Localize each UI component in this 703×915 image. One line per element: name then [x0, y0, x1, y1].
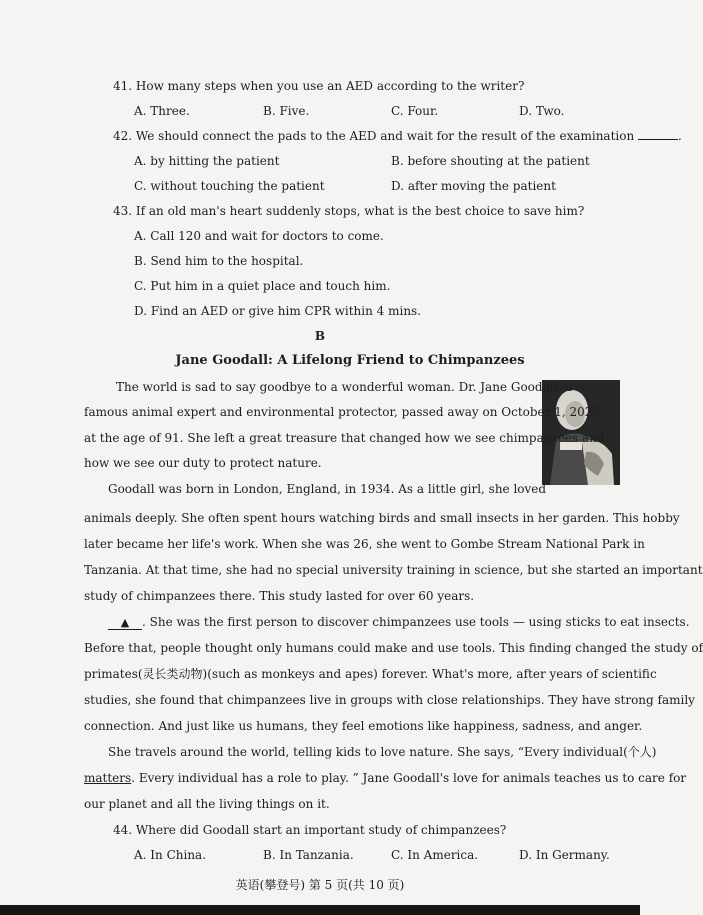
para3-line1	[108, 614, 690, 630]
para3-line1-text: . She was the first person to discover chimpanzees use tools — using sticks to eat insects.	[142, 615, 690, 629]
q41-option-d: D. Two.	[519, 104, 565, 118]
para1-line4: how we see our duty to protect nature.	[84, 456, 322, 470]
q41-option-b: B. Five.	[263, 104, 310, 118]
q42-option-b: B. before shouting at the patient	[391, 154, 590, 168]
q42-option-a: A. by hitting the patient	[134, 154, 280, 168]
para4-line1: She travels around the world, telling kids to love nature. She says, “Every individual(个人)	[108, 745, 657, 759]
para3-line5: connection. And just like us humans, they feel emotions like happiness, sadness, and anger.	[84, 719, 643, 733]
para3-line2: Before that, people thought only humans could make and use tools. This finding changed the study of	[84, 641, 703, 655]
para1-line3: at the age of 91. She left a great treasure that changed how we see chimpanzees and	[84, 431, 605, 445]
question-42-stem-line	[113, 128, 682, 144]
para2-line5: study of chimpanzees there. This study lasted for over 60 years.	[84, 589, 475, 603]
question-44-stem: 44. Where did Goodall start an important study of chimpanzees?	[113, 823, 507, 837]
page-footer: 英语(攀登号) 第 5 页(共 10 页)	[235, 878, 405, 892]
q42-option-c: C. without touching the patient	[134, 179, 325, 193]
q44-option-d: D. In Germany.	[519, 848, 610, 862]
q43-option-c: C. Put him in a quiet place and touch him.	[134, 279, 391, 293]
question-42-end: .	[678, 129, 682, 143]
answer-blank	[638, 128, 678, 140]
q41-option-c: C. Four.	[391, 104, 439, 118]
para1-line1: The world is sad to say goodbye to a wonderful woman. Dr. Jane Goodall, a	[116, 380, 573, 394]
q44-option-a: A. In China.	[134, 848, 207, 862]
question-41-stem: 41. How many steps when you use an AED according to the writer?	[113, 79, 525, 93]
q42-option-d: D. after moving the patient	[391, 179, 556, 193]
para2-line1: Goodall was born in London, England, in 1934. As a little girl, she loved	[108, 482, 547, 496]
bottom-edge	[0, 905, 640, 915]
para3-line3: primates(灵长类动物)(such as monkeys and apes) forever. What's more, after years of scientific	[84, 667, 657, 681]
q41-option-a: A. Three.	[134, 104, 190, 118]
para4-line2	[84, 770, 686, 786]
para4-line3: our planet and all the living things on it.	[84, 797, 330, 811]
para2-line4: Tanzania. At that time, she had no special university training in science, but she started an important	[84, 563, 703, 577]
q43-option-a: A. Call 120 and wait for doctors to come.	[134, 229, 384, 243]
para1-line2: famous animal expert and environmental protector, passed away on October 1, 2025,	[84, 405, 604, 419]
passage-title: Jane Goodall: A Lifelong Friend to Chimpanzees	[175, 353, 525, 368]
underlined-word: matters	[84, 771, 132, 785]
triangle-blank: ▲	[108, 616, 142, 630]
q44-option-b: B. In Tanzania.	[263, 848, 354, 862]
question-43-stem: 43. If an old man's heart suddenly stops, what is the best choice to save him?	[113, 204, 585, 218]
q44-option-c: C. In America.	[391, 848, 479, 862]
para3-line4: studies, she found that chimpanzees live in groups with close relationships. They have strong family	[84, 693, 695, 707]
q43-option-b: B. Send him to the hospital.	[134, 254, 304, 268]
question-42-stem: 42. We should connect the pads to the AED and wait for the result of the examination	[113, 129, 635, 143]
section-label: B	[314, 329, 326, 343]
para2-line3: later became her life's work. When she was 26, she went to Gombe Stream National Park in	[84, 537, 645, 551]
q43-option-d: D. Find an AED or give him CPR within 4 mins.	[134, 304, 422, 318]
para4-line2-text: . Every individual has a role to play. ” Jane Goodall's love for animals teaches us to care for	[131, 771, 687, 785]
para2-line2: animals deeply. She often spent hours watching birds and small insects in her garden. This hobby	[84, 511, 680, 525]
